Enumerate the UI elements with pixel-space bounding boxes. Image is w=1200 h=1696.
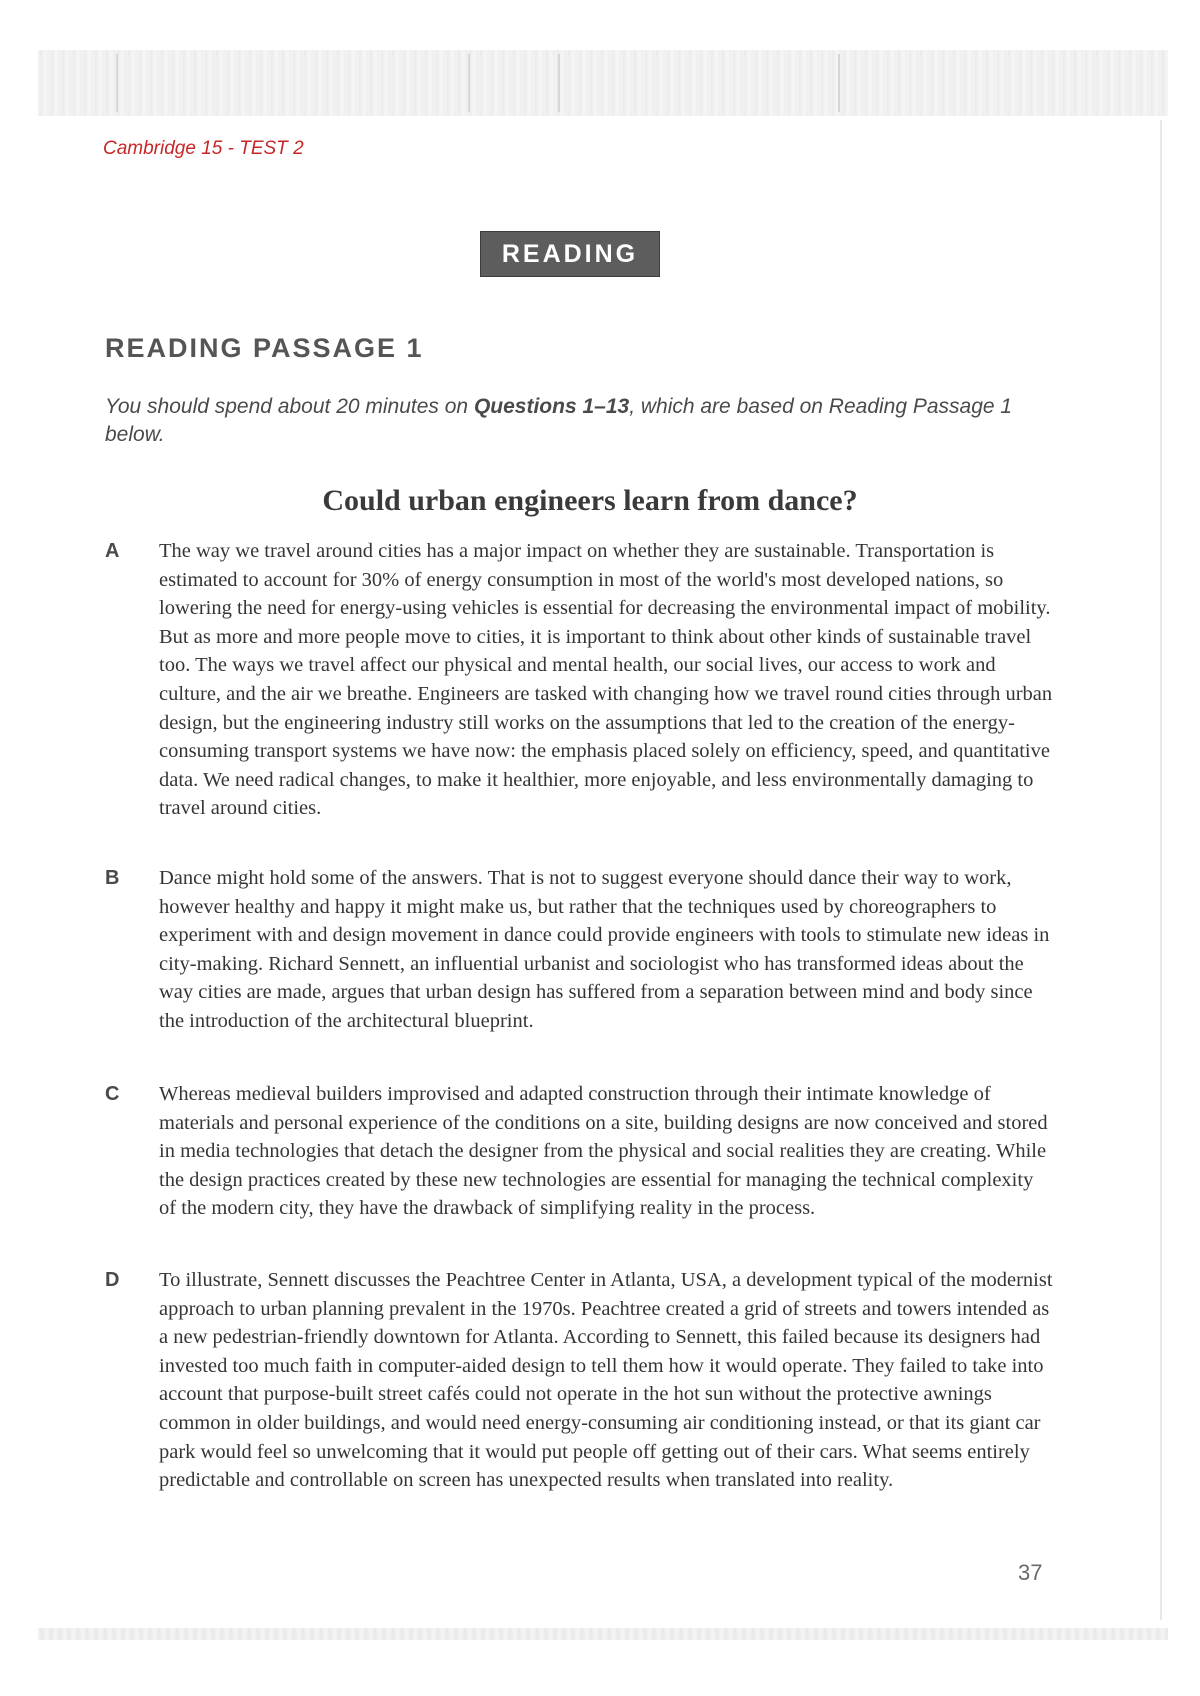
scan-artifact-right xyxy=(1160,120,1162,1620)
paragraph-letter: B xyxy=(105,867,120,889)
scan-mark xyxy=(116,54,118,112)
instructions xyxy=(105,393,1045,449)
article-title: Could urban engineers learn from dance? xyxy=(322,484,858,517)
scan-mark xyxy=(838,54,840,112)
passage-title: READING PASSAGE 1 xyxy=(105,333,424,363)
paragraph-letter: C xyxy=(105,1083,120,1105)
instructions-text-end: , which are based on Reading Passage 1 below. xyxy=(105,395,1013,446)
scan-artifact-top xyxy=(38,50,1168,116)
scan-mark xyxy=(558,54,560,112)
instructions-text: You should spend about 20 minutes on xyxy=(105,395,474,418)
paragraph-b xyxy=(105,864,1055,1036)
instructions-questions: Questions 1–13 xyxy=(473,395,630,418)
section-heading: READING xyxy=(480,231,660,277)
book-label: Cambridge 15 - TEST 2 xyxy=(103,138,304,159)
scan-artifact-bottom xyxy=(38,1628,1168,1640)
paragraph-c xyxy=(105,1080,1055,1223)
scan-mark xyxy=(468,54,470,112)
page-number: 37 xyxy=(1018,1560,1043,1585)
paragraph-a xyxy=(105,537,1055,823)
paragraph-letter: A xyxy=(105,540,120,562)
paragraph-text: The way we travel around cities has a major impact on whether they are sustainable. Transportation is estimated to account for 30% of energy consumption in most of the world's most developed nations, so lowering the need for energy-using vehicles is essential for decreasing the environmental impact of mobility. But as more and more people move to cities, it is important to think about other kinds of sustainable travel too. The ways we travel affect our physical and mental health, our social lives, our access to work and culture, and the air we breathe. Engineers are tasked with changing how we travel round cities through urban design, but the engineering industry still works on the assumptions that led to the creation of the energy-consuming transport systems we have now: the emphasis placed solely on efficiency, speed, and quantitative data. We need radical changes, to make it healthier, more enjoyable, and less environmentally damaging to travel around cities. xyxy=(159,540,1053,820)
paragraph-d xyxy=(105,1266,1055,1495)
paragraph-text: Dance might hold some of the answers. That is not to suggest everyone should dance their way to work, however healthy and happy it might make us, but rather that the techniques used by choreographers to experiment with and design movement in dance could provide engineers with tools to stimulate new ideas in city-making. Richard Sennett, an influential urbanist and sociologist who has transformed ideas about the way cities are made, argues that urban design has suffered from a separation between mind and body since the introduction of the architectural blueprint. xyxy=(159,867,1050,1032)
paragraph-text: To illustrate, Sennett discusses the Peachtree Center in Atlanta, USA, a development typical of the modernist approach to urban planning prevalent in the 1970s. Peachtree created a grid of streets and towers intended as a new pedestrian-friendly downtown for Atlanta. According to Sennett, this failed because its designers had invested too much faith in computer-aided design to tell them how it would operate. They failed to take into account that purpose-built street cafés could not operate in the hot sun without the protective awnings common in older buildings, and would need energy-consuming air conditioning instead, or that its giant car park would feel so unwelcoming that it would put people off getting out of their cars. What seems entirely predictable and controllable on screen has unexpected results when translated into reality. xyxy=(159,1269,1053,1492)
paragraph-text: Whereas medieval builders improvised and adapted construction through their intimate knowledge of materials and personal experience of the conditions on a site, building designs are now conceived and stored in media technologies that detach the designer from the physical and social realities they are creating. While the design practices created by these new technologies are essential for managing the technical complexity of the modern city, they have the drawback of simplifying reality in the process. xyxy=(159,1083,1048,1220)
paragraph-letter: D xyxy=(105,1269,120,1291)
